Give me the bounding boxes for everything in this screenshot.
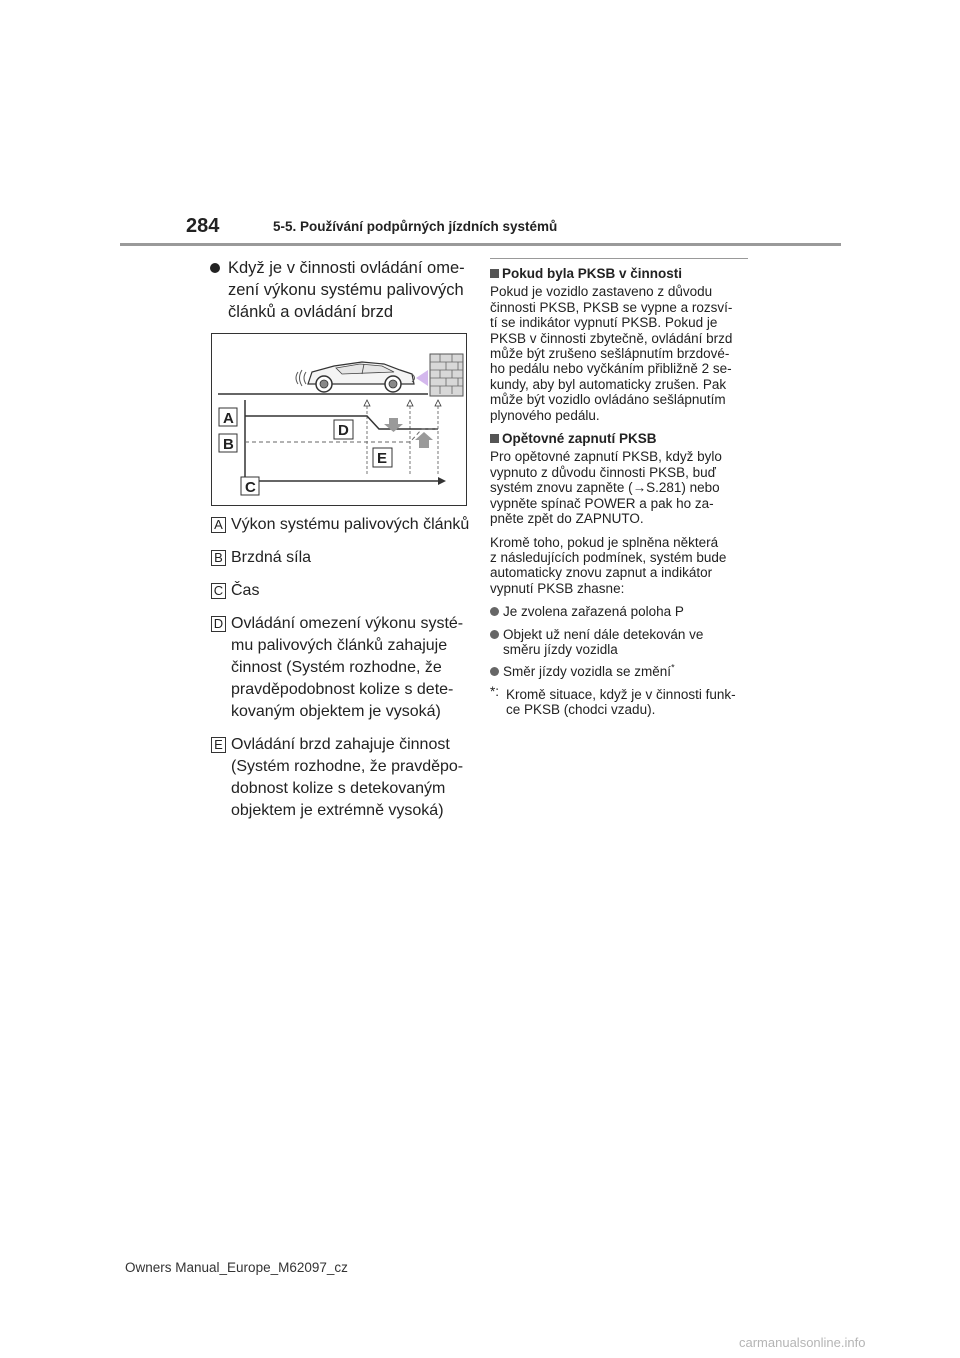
text-line: může být zrušeno sešlápnutím brzdové- — [490, 346, 730, 362]
brick-wall-icon — [430, 354, 463, 396]
legend-line: (Systém rozhodne, že pravděpo- — [231, 758, 464, 775]
bullet-dot-icon — [210, 263, 220, 273]
diagram-svg — [212, 334, 466, 505]
legend-line: činnost (Systém rozhodne, že — [231, 659, 442, 676]
bullet-dot-icon — [490, 667, 499, 676]
text-line: Kromě toho, pokud je splněna některá — [490, 534, 719, 550]
text-line: tí se indikátor vypnutí PKSB. Pokud je — [490, 315, 718, 331]
bullet-dot-icon — [490, 607, 499, 616]
legend-line: mu palivových článků zahajuje — [231, 637, 448, 654]
legend-key: A — [211, 517, 226, 533]
text-line: Objekt už není dále detekován ve — [503, 626, 704, 642]
text-line: ho pedálu nebo vyčkáním přibližně 2 se- — [490, 361, 732, 377]
text-line: Kromě situace, když je v činnosti funk- — [506, 686, 736, 702]
text-line: Pokud je vozidlo zastaveno z důvodu — [490, 284, 713, 300]
paragraph — [490, 535, 752, 597]
text-line: pněte zpět do ZAPNUTO. — [490, 511, 644, 527]
svg-text:A: A — [223, 410, 234, 427]
legend-line: Ovládání brzd zahajuje činnost — [231, 736, 450, 753]
legend-line: Ovládání omezení výkonu systé- — [231, 615, 464, 632]
power-reduction-arrow-icon — [384, 418, 403, 432]
legend-item — [211, 613, 473, 723]
intro-line: zení výkonu systému palivových — [228, 281, 464, 299]
svg-text:C: C — [245, 479, 256, 496]
legend-line: kovaným objektem je vysoká) — [231, 703, 441, 720]
legend-item — [211, 547, 473, 569]
text-line: Pro opětovné zapnutí PKSB, když bylo — [490, 449, 722, 465]
footnote — [490, 683, 752, 718]
pksb-timing-diagram — [211, 333, 467, 506]
figure-label-d — [334, 420, 353, 439]
intro-line: článků a ovládání brzd — [228, 303, 394, 321]
figure-label-a — [219, 408, 237, 427]
text-line: systém znovu zapněte (→S.281) nebo — [490, 480, 720, 496]
page-header — [0, 0, 960, 250]
list-item — [490, 664, 752, 679]
header-divider — [120, 243, 841, 246]
text-line: Směr jízdy vozidla se změní* — [503, 662, 675, 680]
left-column — [206, 257, 476, 323]
legend-line: Čas — [231, 582, 260, 599]
time-axis-arrow-icon — [438, 477, 446, 485]
square-bullet-icon — [490, 434, 499, 443]
text-line: vypněte spínač POWER a pak ho za- — [490, 495, 714, 511]
subheading-pksb-reenable: Opětovné zapnutí PKSB — [490, 431, 752, 446]
figure-label-c — [241, 477, 259, 496]
text-line: vypnutí PKSB zhasne: — [490, 580, 625, 596]
legend-key: E — [211, 737, 226, 753]
page-number: 284 — [186, 215, 220, 237]
list-item — [490, 604, 752, 619]
text-line: Je zvolena zařazená poloha P — [503, 604, 684, 620]
text-line: kundy, aby byl automaticky zrušen. Pak — [490, 376, 727, 392]
paragraph — [490, 449, 752, 526]
svg-text:E: E — [377, 450, 388, 467]
right-column-divider — [490, 258, 748, 259]
legend-key: C — [211, 583, 226, 599]
footnote-mark: *: — [490, 683, 500, 699]
detection-beam-icon — [416, 370, 428, 386]
legend-line: objektem je extrémně vysoká) — [231, 802, 444, 819]
legend-key: B — [211, 550, 226, 566]
svg-text:B: B — [223, 436, 234, 453]
svg-text:D: D — [338, 422, 349, 439]
legend-line: Brzdná síla — [231, 549, 312, 566]
text-line: automaticky znovu zapnut a indikátor — [490, 565, 713, 581]
text-line: z následujících podmínek, systém bude — [490, 549, 727, 565]
figure-label-e — [373, 448, 392, 467]
text-line: ce PKSB (chodci vzadu). — [506, 702, 656, 718]
text-line: činnosti PKSB, PKSB se vypne a rozsví- — [490, 299, 733, 315]
legend-item — [211, 514, 473, 536]
paragraph — [490, 284, 752, 423]
legend-key: D — [211, 616, 226, 632]
list-item — [490, 627, 752, 658]
car-icon — [296, 362, 415, 392]
square-bullet-icon — [490, 269, 499, 278]
subheading-pksb-active: Pokud byla PKSB v činnosti — [490, 266, 752, 281]
legend-line: pravděpodobnost kolize s dete- — [231, 681, 454, 698]
legend-item — [211, 580, 473, 602]
intro-bullet-item — [206, 257, 476, 323]
intro-line: Když je v činnosti ovládání ome- — [228, 259, 465, 277]
brake-force-arrow-icon — [415, 432, 433, 448]
text-line: PKSB v činnosti zbytečně, ovládání brzd — [490, 330, 733, 346]
text-line: vypnuto z důvodu činnosti PKSB, buď — [490, 464, 716, 480]
legend-line: dobnost kolize s detekovaným — [231, 780, 446, 797]
right-column — [490, 258, 752, 718]
legend-line: Výkon systému palivových článků — [231, 516, 470, 533]
section-title: 5-5. Používání podpůrných jízdních systémů — [273, 219, 558, 234]
figure-legend — [211, 514, 473, 833]
bullet-dot-icon — [490, 630, 499, 639]
text-line: směru jízdy vozidla — [503, 641, 618, 657]
figure-label-b — [219, 434, 237, 453]
footnote-reference: * — [671, 662, 675, 673]
page-footer: Owners Manual_Europe_M62097_cz — [125, 1260, 348, 1275]
text-line: plynového pedálu. — [490, 407, 600, 423]
watermark: carmanualsonline.info — [739, 1335, 866, 1350]
legend-item — [211, 734, 473, 822]
text-line: může být vozidlo ovládáno sešlápnutím — [490, 392, 726, 408]
